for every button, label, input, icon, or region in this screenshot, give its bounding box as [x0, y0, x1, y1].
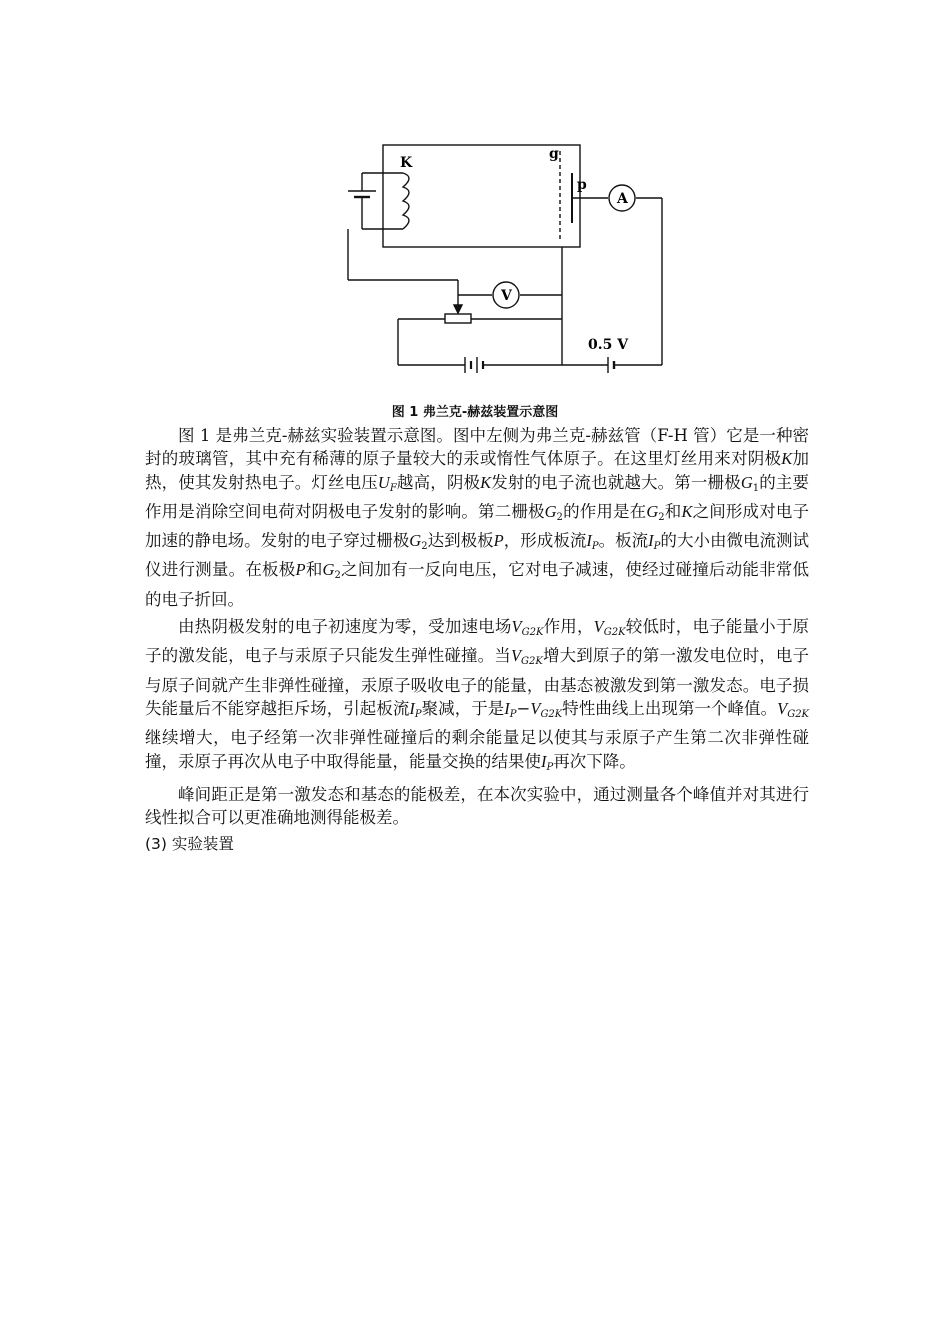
- math-symbol: K: [781, 449, 793, 469]
- text-run: 之间形成对电子加速的静电场。发射的电子穿过栅极: [145, 501, 810, 551]
- label-p: p: [577, 177, 587, 193]
- math-subscript: 1: [752, 482, 760, 494]
- label-v: V: [501, 288, 512, 304]
- math-symbol: K: [681, 501, 693, 521]
- math-symbol: G: [544, 501, 557, 521]
- circuit-diagram: [290, 125, 710, 400]
- math-subscript: P: [591, 541, 599, 553]
- text-run: 的大小由微电流测试仪进行测量。在板极: [145, 531, 810, 580]
- label-g: g: [549, 146, 559, 162]
- math-symbol: V: [510, 646, 522, 666]
- text-run: 的作用是在: [562, 501, 647, 521]
- math-symbol: I: [541, 751, 547, 771]
- math-symbol: V: [593, 617, 604, 637]
- text-run: 越高，阴极: [396, 472, 481, 492]
- text-run: 继续增大，电子经第一次非弹性碰撞后的剩余能量足以使其与汞原子产生第二次非弹性碰撞，汞原子再次从电子中取得能量，能量交换的结果使: [145, 728, 809, 771]
- math-symbol: I: [409, 698, 415, 718]
- math-subscript: G2K: [521, 656, 543, 668]
- text-run: 。板流: [598, 531, 649, 551]
- math-subscript: G2K: [521, 627, 544, 639]
- text-run: 发射的电子流也就越大。第一栅极: [491, 472, 741, 492]
- math-symbol: I: [648, 531, 654, 551]
- math-symbol: V: [530, 698, 541, 718]
- math-symbol: I: [504, 698, 510, 718]
- math-subscript: P: [509, 708, 517, 720]
- text-run: 增大到原子的第一激发电位时，电子与原子间就产生非弹性碰撞，汞原子吸收电子的能量，由基态被激发到第一激发态。电子损失能量后不能穿越拒斥场，引起板流: [145, 646, 810, 718]
- text-run: 再次下降。: [553, 751, 636, 771]
- math-symbol: G: [740, 472, 753, 492]
- text-run: 特性曲线上出现第一个峰值。: [562, 698, 778, 718]
- math-symbol: U: [377, 472, 390, 492]
- math-subscript: G2K: [787, 708, 810, 720]
- math-symbol: G: [646, 501, 659, 521]
- figure-caption: 图 1 弗兰克-赫兹装置示意图: [391, 405, 559, 420]
- text-run: 加热，使其发射热电子。灯丝电压: [145, 449, 810, 492]
- section-heading: (3) 实验装置: [145, 835, 234, 854]
- label-k: K: [400, 155, 413, 171]
- paragraph-1: [145, 424, 809, 611]
- label-voltage: 0.5 V: [588, 337, 629, 353]
- math-subscript: 2: [334, 570, 341, 582]
- text-run: 作用，: [543, 617, 594, 637]
- math-symbol: V: [511, 617, 522, 637]
- math-subscript: G2K: [540, 708, 563, 720]
- text-run: 较低时，电子能量小于原子的激发能，电子与汞原子只能发生弹性碰撞。当: [145, 617, 810, 666]
- math-symbol: V: [777, 698, 788, 718]
- math-symbol: I: [586, 531, 592, 551]
- text-run: 图 1 是弗兰克-赫兹实验装置示意图。图中左侧为弗兰克-赫兹管（F-H 管）它是一种密封的玻璃管，其中充有稀薄的原子量较大的汞或惰性气体原子。在这里灯丝用来对阴极: [145, 426, 809, 469]
- math-subscript: 2: [556, 511, 563, 523]
- text-run: 和: [664, 501, 682, 521]
- text-run: ，形成板流: [503, 531, 587, 551]
- math-subscript: P: [546, 761, 554, 773]
- paragraph-2: [145, 615, 809, 779]
- text-run: 聚减，于是: [421, 698, 505, 718]
- label-a: A: [617, 191, 628, 207]
- rheostat: [445, 314, 471, 323]
- text-run: 和: [305, 560, 323, 580]
- math-symbol: K: [480, 472, 492, 492]
- math-symbol: P: [493, 531, 504, 551]
- math-subscript: P: [653, 541, 661, 553]
- math-subscript: 2: [658, 511, 665, 523]
- text-run: 达到极板: [427, 531, 494, 551]
- math-symbol: G: [322, 560, 335, 580]
- body-text: [145, 424, 809, 861]
- math-operator: −: [516, 698, 531, 718]
- franck-hertz-apparatus-figure: [290, 125, 710, 400]
- math-subscript: G2K: [603, 627, 626, 639]
- paragraph-3: 峰间距正是第一激发态和基态的能极差，在本次实验中，通过测量各个峰值并对其进行线性拟合可以更准确地测得能极差。: [145, 784, 809, 828]
- math-subscript: P: [414, 708, 422, 720]
- math-symbol: G: [409, 531, 422, 551]
- math-symbol: P: [295, 560, 306, 580]
- text-run: 之间加有一反向电压，它对电子减速，使经过碰撞后动能非常低的电子折回。: [145, 560, 810, 609]
- text-run: 由热阴极发射的电子初速度为零，受加速电场: [178, 617, 512, 637]
- text-run: 的主要作用是消除空间电荷对阴极电子发射的影响。第二栅极: [145, 472, 810, 521]
- cathode-coil: [403, 173, 409, 229]
- math-subscript: F: [389, 482, 397, 494]
- math-subscript: 2: [421, 541, 428, 553]
